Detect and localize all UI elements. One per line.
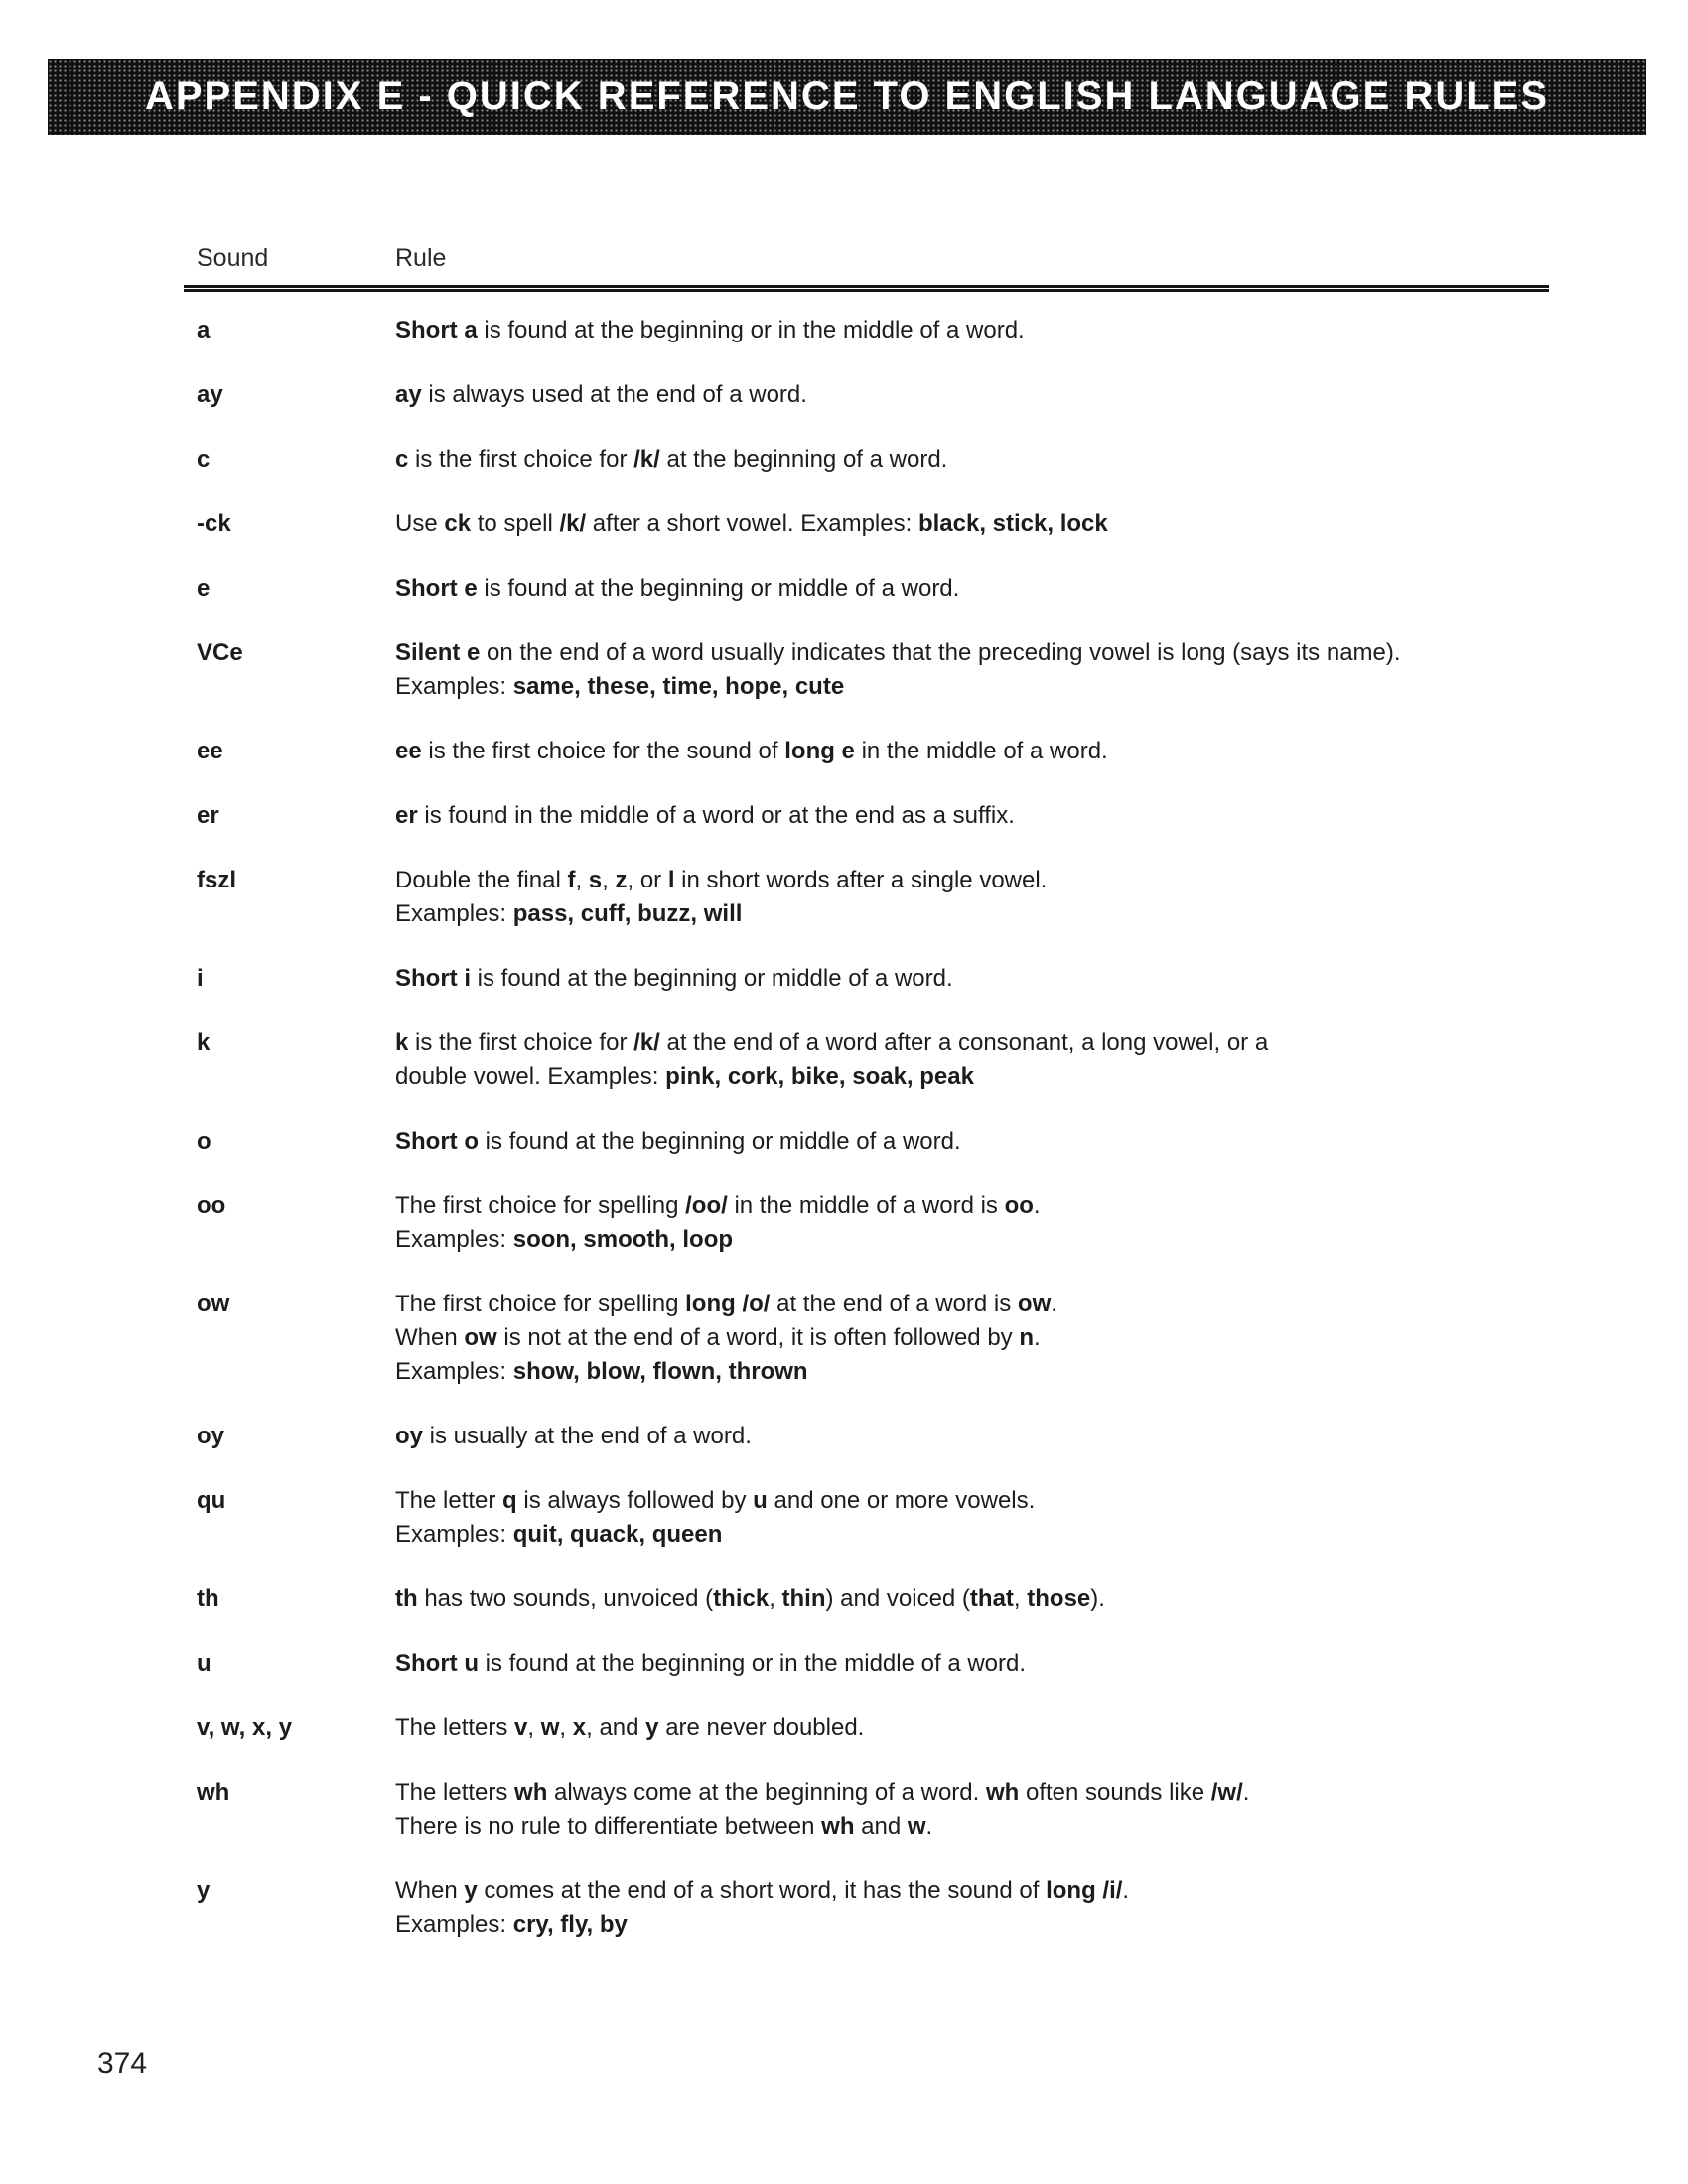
rule-text-segment: is the first choice for	[408, 1029, 634, 1056]
rule-text-segment: .	[1242, 1779, 1250, 1806]
table-row	[197, 1776, 1552, 1843]
rule-text-segment: th	[395, 1585, 418, 1612]
table-row	[197, 314, 1552, 347]
rule-text-segment: at the beginning of a word.	[659, 446, 948, 473]
table-row	[197, 1874, 1552, 1942]
rule-cell	[395, 735, 1552, 768]
rule-text-segment: thick	[713, 1585, 770, 1612]
rule-text-segment: The letters	[395, 1779, 515, 1806]
rule-cell	[395, 1776, 1552, 1843]
rule-text-segment: soon, smooth, loop	[512, 1226, 734, 1253]
header-divider-line	[184, 285, 1549, 292]
rule-text-segment: v	[514, 1714, 528, 1741]
rule-text-segment: k	[395, 1029, 409, 1056]
rule-text-segment: u	[753, 1487, 768, 1514]
rule-line	[395, 1189, 1552, 1223]
rule-line	[395, 1420, 1552, 1453]
rule-line	[395, 897, 1552, 931]
sound-cell: VCe	[197, 639, 243, 666]
rule-cell	[395, 1189, 1552, 1257]
rule-text-segment: Examples:	[395, 900, 513, 927]
rule-text-segment: The first choice for spelling	[395, 1291, 686, 1317]
rule-text-segment: oo	[1004, 1192, 1034, 1219]
rule-text-segment: often sounds like	[1019, 1779, 1211, 1806]
sound-cell: u	[197, 1650, 211, 1677]
rule-text-segment: The letters	[395, 1714, 515, 1741]
rule-text-segment: Short e	[395, 575, 478, 602]
sound-cell: e	[197, 575, 211, 602]
rule-text-segment: The first choice for spelling	[395, 1192, 686, 1219]
rule-text-segment: same, these, time, hope, cute	[512, 673, 845, 700]
sound-cell: o	[197, 1128, 211, 1155]
rule-cell	[395, 314, 1552, 347]
table-row	[197, 1420, 1552, 1453]
rule-cell	[395, 1125, 1552, 1159]
table-row	[197, 1647, 1552, 1681]
rule-line	[395, 1026, 1552, 1060]
rule-text-segment: l	[667, 867, 675, 893]
rule-text-segment: ow	[464, 1324, 497, 1351]
rule-text-segment: Short a	[395, 317, 478, 343]
table-row	[197, 636, 1552, 704]
rule-text-segment: is found at the beginning or middle of a word.	[477, 575, 960, 602]
rule-text-segment: on the end of a word usually indicates that the preceding vowel is long (says its name).	[480, 639, 1401, 666]
rule-text-segment: w	[907, 1813, 926, 1840]
rule-text-segment: ck	[444, 510, 472, 537]
rule-text-segment: /k/	[559, 510, 587, 537]
sound-cell: oy	[197, 1423, 225, 1449]
rule-text-segment: in short words after a single vowel.	[674, 867, 1048, 893]
rule-text-segment: thin	[781, 1585, 826, 1612]
rule-text-segment: always come at the beginning of a word.	[547, 1779, 986, 1806]
rule-cell	[395, 1711, 1552, 1745]
rule-cell	[395, 1484, 1552, 1552]
rule-text-segment: is found at the beginning or in the middle of a word.	[477, 317, 1025, 343]
rule-text-segment: The letter	[395, 1487, 503, 1514]
rule-cell	[395, 962, 1552, 996]
rule-text-segment: y	[464, 1877, 478, 1904]
rule-text-segment: Examples:	[395, 673, 513, 700]
rule-text-segment: When	[395, 1324, 465, 1351]
sound-cell: i	[197, 965, 204, 992]
rule-text-segment: show, blow, flown, thrown	[512, 1358, 808, 1385]
rule-text-segment: , or	[627, 867, 668, 893]
rule-line	[395, 314, 1552, 347]
rule-text-segment: z	[615, 867, 628, 893]
rule-text-segment: .	[1034, 1324, 1041, 1351]
sound-cell: qu	[197, 1487, 226, 1514]
rule-text-segment: Short u	[395, 1650, 479, 1677]
rule-line	[395, 1223, 1552, 1257]
rule-text-segment: Double the final	[395, 867, 568, 893]
rule-text-segment: ,	[527, 1714, 541, 1741]
table-row	[197, 378, 1552, 412]
rule-text-segment: long e	[784, 738, 855, 764]
rule-text-segment: and one or more vowels.	[767, 1487, 1036, 1514]
rule-cell	[395, 1874, 1552, 1942]
rule-cell	[395, 636, 1552, 704]
rule-text-segment: , and	[586, 1714, 646, 1741]
rule-line	[395, 1484, 1552, 1518]
rule-line	[395, 1711, 1552, 1745]
rule-line	[395, 799, 1552, 833]
table-body	[197, 314, 1552, 1942]
rule-line	[395, 1647, 1552, 1681]
rule-line	[395, 1810, 1552, 1843]
table-row	[197, 1582, 1552, 1616]
sound-cell: th	[197, 1585, 219, 1612]
table-row	[197, 443, 1552, 477]
rule-cell	[395, 1647, 1552, 1681]
column-header-sound: Sound	[197, 244, 269, 272]
rule-text-segment: oy	[395, 1423, 424, 1449]
table-row	[197, 962, 1552, 996]
rule-line	[395, 962, 1552, 996]
rule-cell	[395, 378, 1552, 412]
rule-text-segment: f	[567, 867, 576, 893]
table-row	[197, 864, 1552, 931]
rule-text-segment: long /i/	[1046, 1877, 1123, 1904]
sound-cell: -ck	[197, 510, 231, 537]
rule-line	[395, 378, 1552, 412]
rule-text-segment: .	[925, 1813, 933, 1840]
rule-text-segment: n	[1019, 1324, 1035, 1351]
rule-text-segment: is not at the end of a word, it is often followed by	[496, 1324, 1020, 1351]
sound-cell: v, w, x, y	[197, 1714, 293, 1741]
rule-text-segment: long /o/	[685, 1291, 771, 1317]
rule-text-segment: er	[395, 802, 418, 829]
sound-cell: fszl	[197, 867, 237, 893]
rule-text-segment: is found in the middle of a word or at the end as a suffix.	[417, 802, 1015, 829]
rule-line	[395, 636, 1552, 670]
rule-text-segment: in the middle of a word is	[727, 1192, 1005, 1219]
rule-text-segment: pass, cuff, buzz, will	[512, 900, 743, 927]
rule-text-segment: ).	[1090, 1585, 1105, 1612]
rule-text-segment: y	[645, 1714, 659, 1741]
rule-line	[395, 670, 1552, 704]
rule-text-segment: /oo/	[685, 1192, 728, 1219]
table-row	[197, 735, 1552, 768]
column-header-rule: Rule	[395, 244, 447, 272]
rule-text-segment: ,	[1013, 1585, 1028, 1612]
rule-text-segment: Examples:	[395, 1521, 513, 1548]
rule-text-segment: are never doubled.	[658, 1714, 865, 1741]
sound-cell: ee	[197, 738, 223, 764]
rule-text-segment: that	[969, 1585, 1014, 1612]
rule-text-segment: has two sounds, unvoiced (	[417, 1585, 714, 1612]
rule-text-segment: Examples:	[395, 1226, 513, 1253]
rule-text-segment: is usually at the end of a word.	[423, 1423, 752, 1449]
rule-line	[395, 1125, 1552, 1159]
rule-text-segment: /k/	[633, 1029, 660, 1056]
rule-line	[395, 1518, 1552, 1552]
rule-line	[395, 1582, 1552, 1616]
rule-line	[395, 735, 1552, 768]
rule-text-segment: comes at the end of a short word, it has the sound of	[477, 1877, 1047, 1904]
rule-line	[395, 1288, 1552, 1321]
rule-text-segment: is found at the beginning or middle of a word.	[479, 1128, 961, 1155]
rule-text-segment: /k/	[633, 446, 660, 473]
rule-line	[395, 572, 1552, 606]
rule-line	[395, 1874, 1552, 1908]
rule-cell	[395, 1420, 1552, 1453]
rule-line	[395, 1060, 1552, 1094]
rule-cell	[395, 864, 1552, 931]
rule-text-segment: is found at the beginning or middle of a word.	[471, 965, 953, 992]
rule-text-segment: /w/	[1210, 1779, 1243, 1806]
rule-text-segment: Use	[395, 510, 445, 537]
sound-cell: c	[197, 446, 211, 473]
table-row	[197, 1711, 1552, 1745]
table-row	[197, 1125, 1552, 1159]
rule-text-segment: ,	[602, 867, 616, 893]
rule-text-segment: wh	[985, 1779, 1020, 1806]
rule-text-segment: When	[395, 1877, 465, 1904]
table-row	[197, 1026, 1552, 1094]
rule-cell	[395, 443, 1552, 477]
table-row	[197, 1288, 1552, 1389]
rule-cell	[395, 572, 1552, 606]
table-row	[197, 1189, 1552, 1257]
sound-cell: k	[197, 1029, 211, 1056]
page-title: APPENDIX E - QUICK REFERENCE TO ENGLISH LANGUAGE RULES	[144, 74, 1550, 118]
rule-text-segment: ,	[559, 1714, 573, 1741]
rule-text-segment: cry, fly, by	[512, 1911, 628, 1938]
sound-cell: wh	[197, 1779, 230, 1806]
rule-cell	[395, 799, 1552, 833]
rule-line	[395, 507, 1552, 541]
rules-table	[197, 244, 1552, 1973]
rule-text-segment: is always followed by	[516, 1487, 754, 1514]
rule-text-segment: c	[395, 446, 409, 473]
rule-text-segment: ,	[769, 1585, 782, 1612]
rule-text-segment: wh	[821, 1813, 855, 1840]
rule-line	[395, 1776, 1552, 1810]
rule-text-segment: .	[1033, 1192, 1041, 1219]
rule-text-segment: s	[588, 867, 603, 893]
rule-text-segment: is found at the beginning or in the middle of a word.	[479, 1650, 1027, 1677]
rule-cell	[395, 507, 1552, 541]
rule-text-segment: ,	[575, 867, 589, 893]
rule-text-segment: wh	[514, 1779, 548, 1806]
rule-text-segment: ay	[395, 381, 422, 408]
table-header-row	[197, 244, 1552, 272]
rule-text-segment: quit, quack, queen	[512, 1521, 723, 1548]
rule-cell	[395, 1288, 1552, 1389]
table-row	[197, 799, 1552, 833]
rule-text-segment: to spell	[471, 510, 560, 537]
rule-line	[395, 1355, 1552, 1389]
rule-text-segment: Short i	[395, 965, 471, 992]
rule-text-segment: x	[572, 1714, 587, 1741]
sound-cell: ow	[197, 1291, 230, 1317]
rule-text-segment: is the first choice for the sound of	[421, 738, 785, 764]
table-row	[197, 572, 1552, 606]
rule-line	[395, 1321, 1552, 1355]
page-number: 374	[97, 2047, 148, 2080]
sound-cell: ay	[197, 381, 223, 408]
rule-text-segment: and	[854, 1813, 908, 1840]
rule-text-segment: .	[1122, 1877, 1130, 1904]
rule-text-segment: at the end of a word after a consonant, a long vowel, or a	[659, 1029, 1269, 1056]
rule-line	[395, 864, 1552, 897]
sound-cell: y	[197, 1877, 211, 1904]
sound-cell: er	[197, 802, 219, 829]
rule-line	[395, 443, 1552, 477]
rule-text-segment: ow	[1017, 1291, 1052, 1317]
rule-text-segment: those	[1027, 1585, 1091, 1612]
table-row	[197, 1484, 1552, 1552]
rule-text-segment: ee	[395, 738, 422, 764]
rule-text-segment: at the end of a word is	[770, 1291, 1018, 1317]
rule-text-segment: black, stick, lock	[917, 510, 1108, 537]
rule-text-segment: Examples:	[395, 1358, 513, 1385]
rule-cell	[395, 1026, 1552, 1094]
rule-text-segment: ) and voiced (	[825, 1585, 970, 1612]
rule-line	[395, 1908, 1552, 1942]
appendix-header-banner	[48, 59, 1646, 135]
rule-text-segment: Silent e	[395, 639, 481, 666]
rule-text-segment: Short o	[395, 1128, 479, 1155]
rule-text-segment: is always used at the end of a word.	[421, 381, 807, 408]
rule-text-segment: w	[540, 1714, 560, 1741]
rule-text-segment: .	[1051, 1291, 1057, 1317]
rule-cell	[395, 1582, 1552, 1616]
sound-cell: a	[197, 317, 211, 343]
rule-text-segment: Examples:	[395, 1911, 513, 1938]
sound-cell: oo	[197, 1192, 226, 1219]
rule-text-segment: is the first choice for	[408, 446, 634, 473]
rule-text-segment: double vowel. Examples:	[395, 1063, 666, 1090]
rule-text-segment: There is no rule to differentiate between	[395, 1813, 822, 1840]
rule-text-segment: q	[502, 1487, 517, 1514]
rule-text-segment: in the middle of a word.	[854, 738, 1108, 764]
rule-text-segment: after a short vowel. Examples:	[586, 510, 918, 537]
table-row	[197, 507, 1552, 541]
rule-text-segment: pink, cork, bike, soak, peak	[665, 1063, 974, 1090]
